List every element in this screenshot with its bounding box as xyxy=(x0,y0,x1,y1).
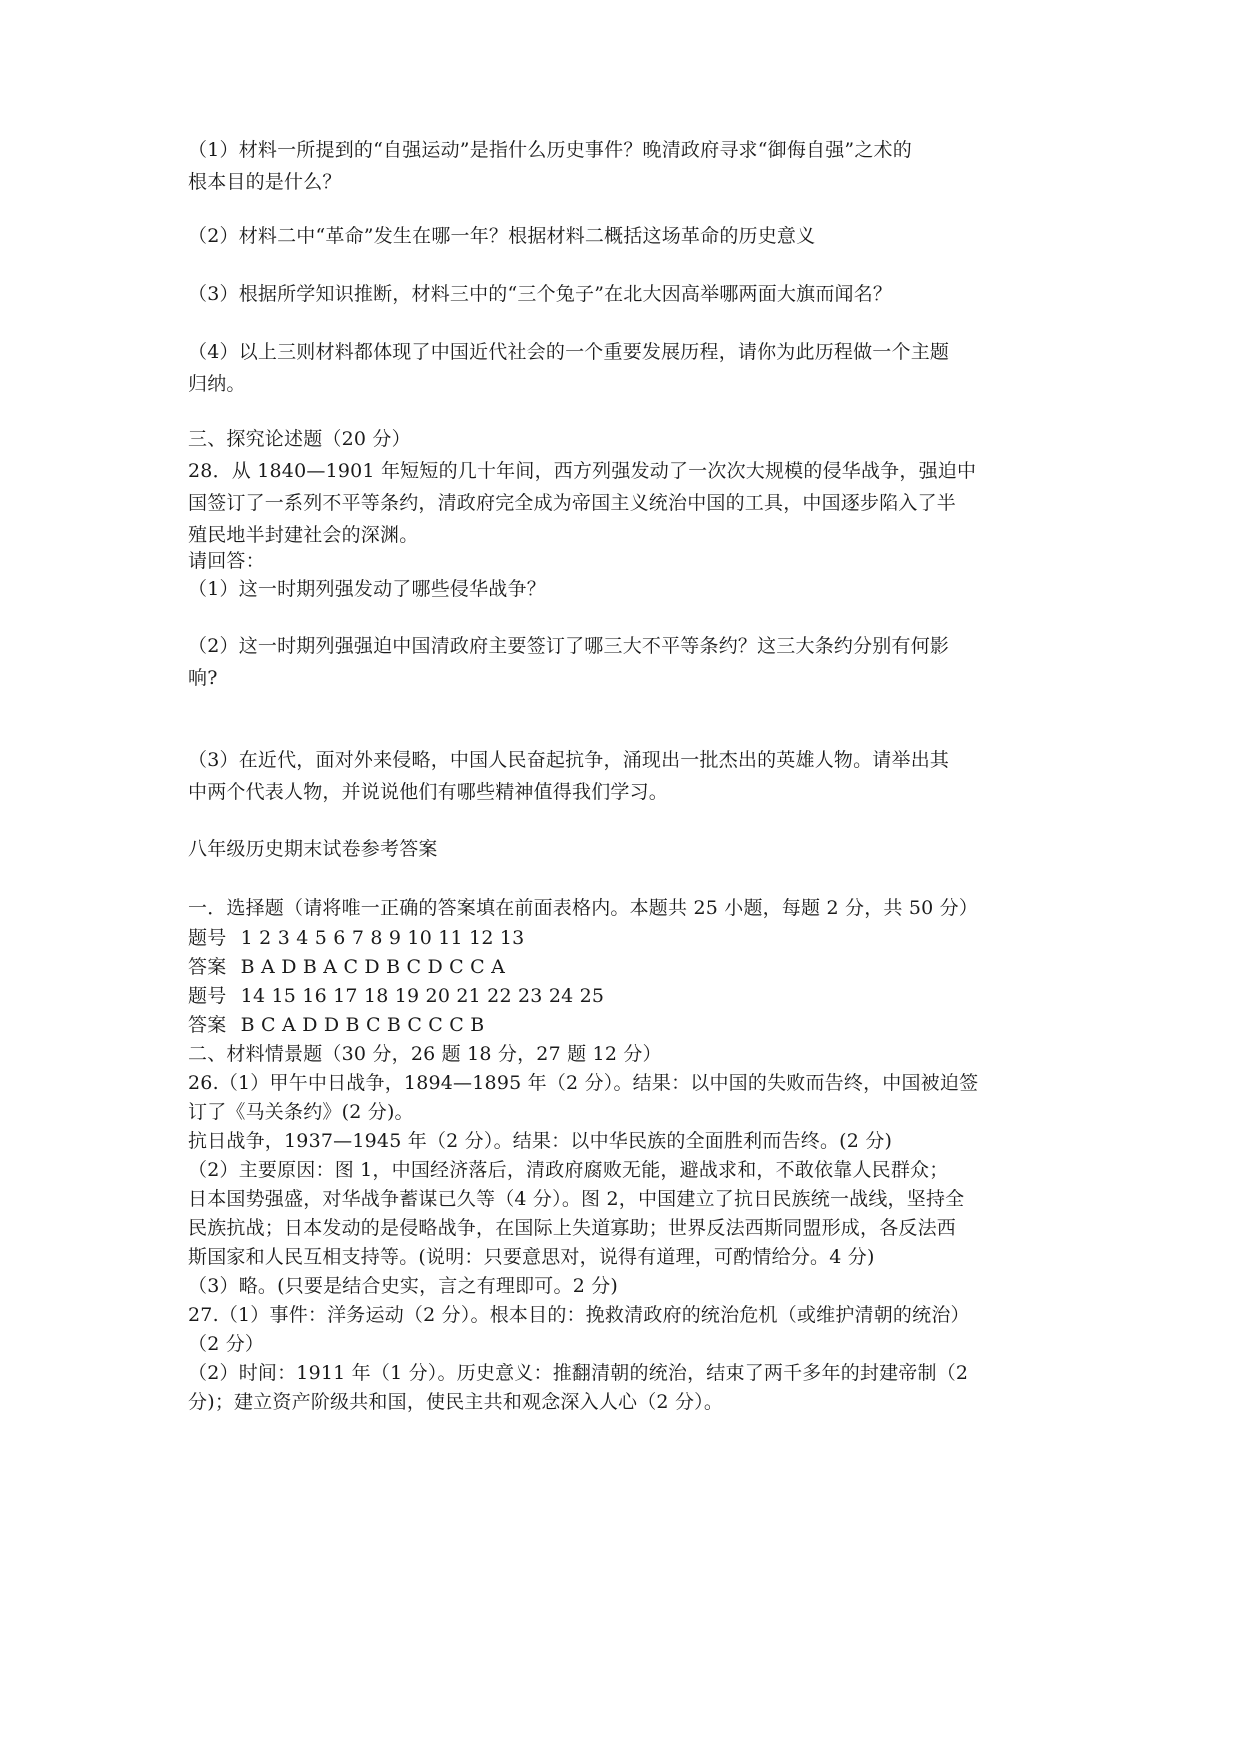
answer-prompt: 请回答： xyxy=(188,550,265,572)
question-28-line-2: 国签订了一系列不平等条约，清政府完全成为帝国主义统治中国的工具，中国逐步陷入了半 xyxy=(188,492,957,514)
question-2: （2）材料二中“革命”发生在哪一年？根据材料二概括这场革命的历史意义 xyxy=(188,225,816,247)
question-28-sub-1: （1）这一时期列强发动了哪些侵华战争？ xyxy=(188,578,546,600)
row-label: 答案 xyxy=(188,1014,227,1036)
row-label: 答案 xyxy=(188,956,227,978)
answer-27-line-4: 分)；建立资产阶级共和国，使民主共和观念深入人心（2 分）。 xyxy=(188,1391,724,1413)
question-1-line-1: （1）材料一所提到的“自强运动”是指什么历史事件？晚清政府寻求“御侮自强”之术的 xyxy=(188,139,912,161)
answer-26-line-4: （2）主要原因：图 1，中国经济落后，清政府腐败无能，避战求和，不敢依靠人民群众； xyxy=(188,1159,949,1181)
question-4-line-2: 归纳。 xyxy=(188,373,246,395)
answer-27-line-1: 27.（1）事件：洋务运动（2 分）。根本目的：挽救清政府的统治危机（或维护清朝的统治） xyxy=(188,1304,970,1326)
answer-26-line-3: 抗日战争，1937—1945 年（2 分）。结果：以中华民族的全面胜利而告终。(2 分) xyxy=(188,1130,893,1152)
answer-26-line-8: （3）略。(只要是结合史实，言之有理即可。2 分) xyxy=(188,1275,619,1297)
row-values: B A D B A C D B C D C C A xyxy=(240,956,506,978)
question-4-line-1: （4）以上三则材料都体现了中国近代社会的一个重要发展历程，请你为此历程做一个主题 xyxy=(188,341,950,363)
answer-26-line-5: 日本国势强盛，对华战争蓄谋已久等（4 分）。图 2，中国建立了抗日民族统一战线，坚持全 xyxy=(188,1188,965,1210)
answers-section-1-heading: 一．选择题（请将唯一正确的答案填在前面表格内。本题共 25 小题，每题 2 分，共 50 分） xyxy=(188,897,979,919)
row-label: 题号 xyxy=(188,927,227,949)
row-values: 1 2 3 4 5 6 7 8 9 10 11 12 13 xyxy=(240,927,525,949)
section-3-heading: 三、探究论述题（20 分） xyxy=(188,428,411,450)
question-28-sub-3-line-2: 中两个代表人物，并说说他们有哪些精神值得我们学习。 xyxy=(188,781,669,803)
row-values: B C A D D B C B C C C B xyxy=(240,1014,485,1036)
question-1-line-2: 根本目的是什么？ xyxy=(188,171,342,193)
question-28-sub-3-line-1: （3）在近代，面对外来侵略，中国人民奋起抗争，涌现出一批杰出的英雄人物。请举出其 xyxy=(188,749,950,771)
answer-27-line-2: （2 分） xyxy=(188,1333,265,1355)
answer-row-answers-1 xyxy=(188,951,1068,983)
answer-27-line-3: （2）时间：1911 年（1 分）。历史意义：推翻清朝的统治，结束了两千多年的封建帝制（2 xyxy=(188,1362,969,1384)
question-28-line-1: 28．从 1840—1901 年短短的几十年间，西方列强发动了一次次大规模的侵华战争，强迫中 xyxy=(188,460,977,482)
row-label: 题号 xyxy=(188,985,227,1007)
answer-26-line-7: 斯国家和人民互相支持等。(说明：只要意思对，说得有道理，可酌情给分。4 分) xyxy=(188,1246,875,1268)
answer-row-question-numbers-2 xyxy=(188,980,1068,1012)
answer-26-line-6: 民族抗战；日本发动的是侵略战争，在国际上失道寡助；世界反法西斯同盟形成，各反法西 xyxy=(188,1217,957,1239)
question-28-sub-2-line-1: （2）这一时期列强强迫中国清政府主要签订了哪三大不平等条约？这三大条约分别有何影 xyxy=(188,635,950,657)
row-values: 14 15 16 17 18 19 20 21 22 23 24 25 xyxy=(240,985,605,1007)
answer-26-line-1: 26.（1）甲午中日战争，1894—1895 年（2 分）。结果：以中国的失败而告终，中国被迫签 xyxy=(188,1072,979,1094)
question-28-line-3: 殖民地半封建社会的深渊。 xyxy=(188,524,419,546)
answer-key-title: 八年级历史期末试卷参考答案 xyxy=(188,838,438,860)
answer-row-question-numbers-1 xyxy=(188,922,1068,954)
answer-row-answers-2 xyxy=(188,1009,1068,1041)
answers-section-2-heading: 二、材料情景题（30 分，26 题 18 分，27 题 12 分） xyxy=(188,1043,662,1065)
answer-26-line-2: 订了《马关条约》(2 分)。 xyxy=(188,1101,414,1123)
question-28-sub-2-line-2: 响? xyxy=(188,667,218,689)
question-3: （3）根据所学知识推断，材料三中的“三个兔子”在北大因高举哪两面大旗而闻名？ xyxy=(188,283,893,305)
